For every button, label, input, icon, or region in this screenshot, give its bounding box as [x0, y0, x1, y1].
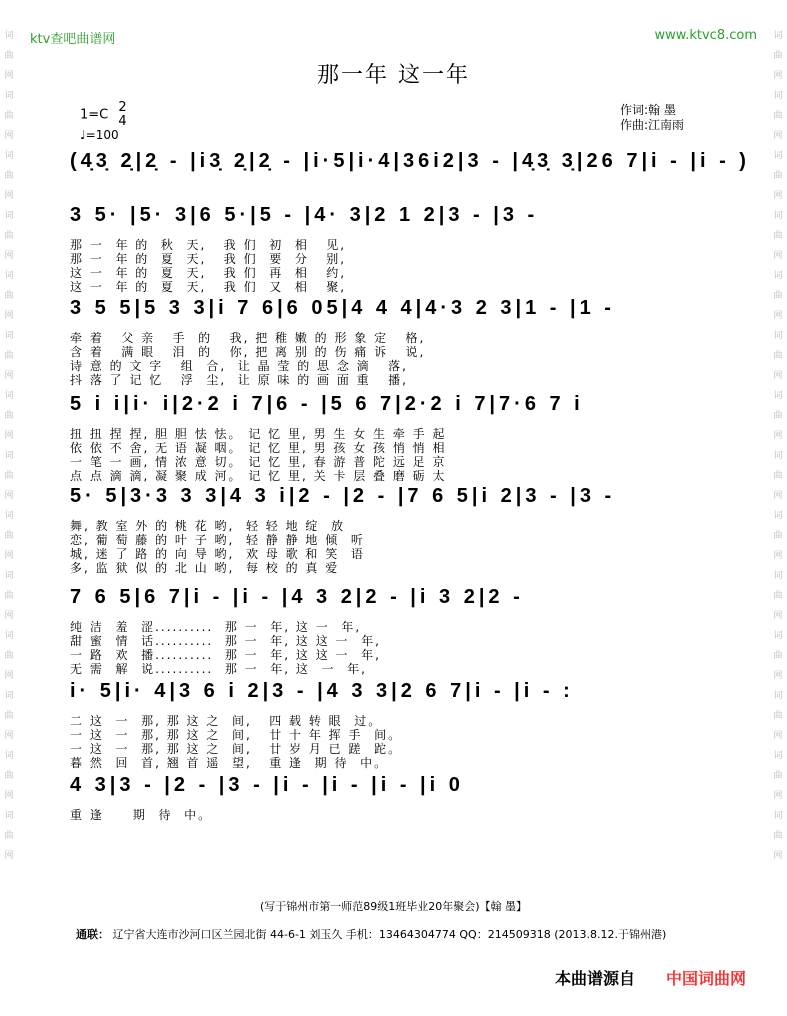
side-char: 词 [4, 271, 14, 281]
side-char: 网 [4, 311, 14, 321]
side-char: 网 [4, 731, 14, 741]
lyric-line: 含 着 满 眼 泪 的 你, 把 离 别 的 伤 痛 诉 说, [70, 345, 426, 359]
side-char: 词 [4, 211, 14, 221]
side-char: 曲 [773, 111, 783, 121]
lyric-line: 这 一 年 的 夏 天, 我 们 再 相 约, [70, 266, 347, 280]
side-char: 网 [773, 671, 783, 681]
staff-line [70, 485, 720, 575]
side-char: 网 [4, 491, 14, 501]
side-char: 词 [4, 331, 14, 341]
side-char: 词 [4, 91, 14, 101]
side-char: 曲 [773, 591, 783, 601]
side-char: 网 [773, 71, 783, 81]
side-char: 网 [4, 191, 14, 201]
notes: 4 3|3 - |2 - |3 - |i - |i - |i - |i 0 [70, 774, 464, 796]
side-char: 曲 [773, 411, 783, 421]
source-label: 本曲谱源自 [555, 969, 636, 988]
side-char: 网 [773, 611, 783, 621]
side-char: 曲 [773, 531, 783, 541]
side-char: 曲 [773, 771, 783, 781]
side-char: 网 [4, 851, 14, 861]
side-char: 词 [4, 691, 14, 701]
side-char: 词 [773, 751, 783, 761]
lyric-line: 这 一 年 的 夏 天, 我 们 又 相 聚, [70, 280, 347, 294]
side-char: 词 [773, 91, 783, 101]
notes: 5 i i|i· i|2·2 i 7|6 - |5 6 7|2·2 i 7|7·6 7 i [70, 393, 584, 415]
lyric-line: 一 路 欢 播.......... 那 一 年, 这 这 一 年, [70, 648, 381, 662]
contact-text: 辽宁省大连市沙河口区兰园北街 44-6-1 刘玉久 手机：13464304774 QQ：214509318 (2013.8.12.于锦州港) [112, 928, 667, 941]
side-char: 网 [773, 731, 783, 741]
side-char: 网 [773, 371, 783, 381]
side-char: 网 [773, 851, 783, 861]
side-char: 曲 [4, 531, 14, 541]
side-char: 曲 [4, 591, 14, 601]
side-char: 网 [773, 251, 783, 261]
side-char: 网 [773, 551, 783, 561]
watermark-left: ktv查吧曲谱网 [30, 32, 116, 47]
staff-line [70, 586, 720, 676]
side-char: 词 [773, 391, 783, 401]
staff-line [70, 680, 720, 770]
lyric-line: 恋, 葡 萄 藤 的 叶 子 哟, 轻 静 静 地 倾 听 [70, 533, 365, 547]
lyric-line: 一 这 一 那, 那 这 之 间, 廿 十 年 挥 手 间。 [70, 728, 403, 742]
side-char: 词 [4, 811, 14, 821]
notes: (4̣3̣ 2̣|2̣ - |i3̣ 2̣|2̣ - |i·5|i·4|36i2|3 - |4̣3̣ 3̣|26 7|i - |i - ) [70, 150, 750, 172]
lyric-line: 牵 着 父 亲 手 的 我, 把 稚 嫩 的 形 象 定 格, [70, 331, 426, 345]
side-char: 词 [4, 31, 14, 41]
lyric-line: 那 一 年 的 秋 天, 我 们 初 相 见, [70, 238, 347, 252]
side-char: 曲 [4, 231, 14, 241]
notes: i· 5|i· 4|3 6 i 2|3 - |4 3 3|2 6 7|i - |i - : [70, 680, 574, 702]
lyric-line: 点 点 滴 滴, 凝 聚 成 河。 记 忆 里, 关 卡 层 叠 磨 砺 太 [70, 469, 447, 483]
lyric-line: 抖 落 了 记 忆 浮 尘, 让 原 味 的 画 面 重 播, [70, 373, 408, 387]
side-char: 曲 [4, 831, 14, 841]
side-char: 网 [4, 371, 14, 381]
lyric-line: 甜 蜜 情 话.......... 那 一 年, 这 这 一 年, [70, 634, 381, 648]
side-char: 曲 [4, 651, 14, 661]
side-char: 词 [4, 511, 14, 521]
side-char: 曲 [4, 711, 14, 721]
side-char: 曲 [773, 291, 783, 301]
side-char: 网 [4, 131, 14, 141]
side-watermark-right [771, 30, 785, 870]
side-char: 网 [4, 71, 14, 81]
side-char: 网 [773, 311, 783, 321]
side-char: 网 [773, 791, 783, 801]
side-char: 网 [773, 491, 783, 501]
side-char: 词 [4, 571, 14, 581]
side-char: 曲 [773, 711, 783, 721]
side-char: 曲 [773, 171, 783, 181]
staff-line [70, 393, 720, 483]
side-char: 曲 [773, 471, 783, 481]
lyric-line: 重 逢 期 待 中。 [70, 808, 213, 822]
side-char: 网 [4, 671, 14, 681]
side-char: 词 [773, 691, 783, 701]
lyric-line: 纯 洁 羞 涩.......... 那 一 年, 这 一 年, [70, 620, 362, 634]
side-char: 曲 [4, 291, 14, 301]
lyric-line: 暮 然 回 首, 翘 首 遥 望, 重 逢 期 待 中。 [70, 756, 389, 770]
side-char: 曲 [4, 51, 14, 61]
lyric-line: 无 需 解 说.......... 那 一 年, 这 一 年, [70, 662, 367, 676]
staff-line [70, 297, 720, 387]
side-char: 曲 [4, 471, 14, 481]
side-char: 词 [773, 811, 783, 821]
side-char: 词 [773, 571, 783, 581]
lyric-line: 舞, 教 室 外 的 桃 花 哟, 轻 轻 地 绽 放 [70, 519, 346, 533]
side-char: 词 [773, 451, 783, 461]
song-title: 那一年 这一年 [317, 63, 470, 88]
side-char: 网 [773, 431, 783, 441]
side-char: 网 [4, 431, 14, 441]
side-char: 曲 [4, 771, 14, 781]
staff-line [70, 150, 750, 184]
side-char: 词 [773, 271, 783, 281]
side-char: 曲 [773, 831, 783, 841]
source-site: 中国词曲网 [666, 969, 747, 988]
side-char: 曲 [773, 651, 783, 661]
notes: 5· 5|3·3 3 3|4 3 i|2 - |2 - |7 6 5|i 2|3 - |3 - [70, 485, 625, 507]
side-char: 词 [4, 151, 14, 161]
composer: 作曲:江南雨 [620, 118, 685, 132]
time-top: 2 [118, 100, 127, 115]
notes: 7 6 5|6 7|i - |i - |4 3 2|2 - |i 3 2|2 - [70, 586, 534, 608]
side-char: 曲 [4, 171, 14, 181]
staff-line [70, 774, 720, 822]
side-char: 曲 [773, 351, 783, 361]
side-char: 网 [4, 611, 14, 621]
notes: 3 5· |5· 3|6 5·|5 - |4· 3|2 1 2|3 - |3 - [70, 204, 548, 226]
side-char: 曲 [4, 351, 14, 361]
side-char: 网 [773, 191, 783, 201]
lyric-line: 扭 扭 捏 捏, 胆 胆 怯 怯。 记 忆 里, 男 生 女 生 牵 手 起 [70, 427, 447, 441]
lyric-line: 多, 监 狱 似 的 北 山 哟, 每 校 的 真 爱 [70, 561, 340, 575]
notes: 3 5 5|5 3 3|i 7 6|6 05|4 4 4|4·3 2 3|1 - |1 - [70, 297, 625, 319]
side-char: 词 [773, 211, 783, 221]
side-char: 词 [773, 631, 783, 641]
side-char: 词 [4, 751, 14, 761]
contact-info [76, 926, 666, 942]
side-char: 曲 [773, 51, 783, 61]
side-char: 网 [4, 791, 14, 801]
side-char: 曲 [4, 111, 14, 121]
side-char: 词 [773, 511, 783, 521]
lyricist: 作词:翰 墨 [620, 103, 676, 117]
contact-label: 通联： [76, 928, 109, 941]
time-bottom: 4 [118, 114, 127, 129]
side-char: 网 [4, 551, 14, 561]
key-signature: 1=C 2 4 [80, 100, 127, 129]
side-char: 词 [773, 151, 783, 161]
side-char: 网 [4, 251, 14, 261]
side-char: 词 [4, 451, 14, 461]
staff-line [70, 204, 720, 294]
lyric-line: 城, 迷 了 路 的 向 导 哟, 欢 母 歌 和 笑 语 [70, 547, 365, 561]
side-char: 词 [4, 631, 14, 641]
watermark-right: www.ktvc8.com [654, 28, 757, 43]
lyric-line: 依 依 不 舍, 无 语 凝 咽。 记 忆 里, 男 孩 女 孩 悄 悄 相 [70, 441, 447, 455]
lyric-line: 二 这 一 那, 那 这 之 间, 四 载 转 眼 过。 [70, 714, 383, 728]
side-char: 词 [773, 331, 783, 341]
side-char: 网 [773, 131, 783, 141]
side-char: 曲 [4, 411, 14, 421]
tempo: ♩=100 [80, 128, 119, 142]
lyric-line: 一 笔 一 画, 情 浓 意 切。 记 忆 里, 春 游 普 陀 远 足 京 [70, 455, 447, 469]
footer-note: (写于锦州市第一师范89级1班毕业20年聚会)【翰 墨】 [259, 900, 528, 913]
lyric-line: 诗 意 的 文 字 组 合, 让 晶 莹 的 思 念 滴 落, [70, 359, 408, 373]
side-char: 曲 [773, 231, 783, 241]
side-char: 词 [773, 31, 783, 41]
side-watermark-left [2, 30, 16, 870]
lyric-line: 一 这 一 那, 那 这 之 间, 廿 岁 月 已 蹉 跎。 [70, 742, 403, 756]
side-char: 词 [4, 391, 14, 401]
lyric-line: 那 一 年 的 夏 天, 我 们 要 分 别, [70, 252, 347, 266]
